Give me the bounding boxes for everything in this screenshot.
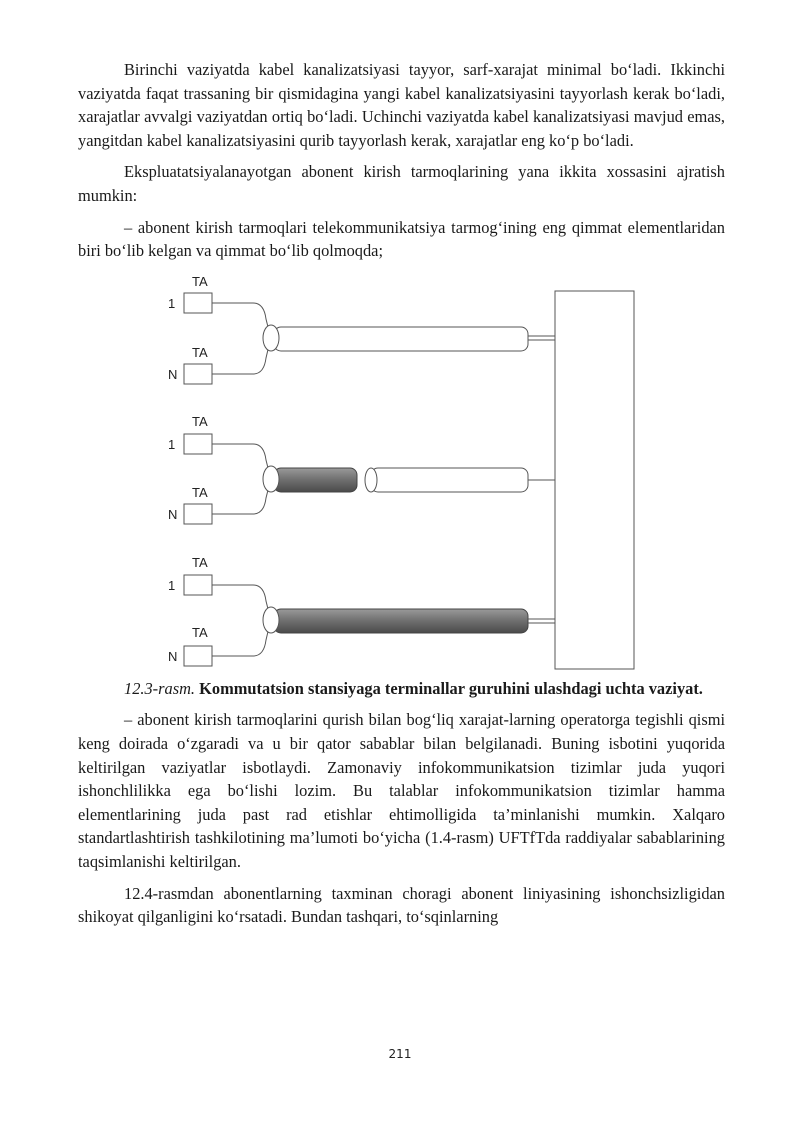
terminal-index: N [168, 648, 178, 664]
subscriber-line [212, 303, 270, 335]
paragraph-5: 12.4-rasmdan abonentlarning taxminan choragi abonent liniyasining ishonchsizligidan shikoyat qilganligini ko‘rsatadi. Bundan tashqari, to‘sqinlarning [78, 883, 725, 927]
subscriber-line [212, 341, 270, 374]
subscriber-line [212, 585, 270, 617]
existing-duct-segment [371, 468, 528, 492]
terminal-box [184, 293, 212, 313]
terminal-box [184, 646, 212, 666]
existing-duct [274, 327, 528, 351]
subscriber-line [212, 623, 270, 656]
page-number: 211 [388, 1047, 412, 1061]
figure-12-3 [78, 271, 725, 671]
subscriber-line [212, 482, 270, 514]
caption-title: Kommutatsion stansiyaga terminallar guruhini ulashdagi uchta vaziyat. [199, 678, 703, 698]
cable-entry [263, 607, 279, 633]
cable-entry [263, 325, 279, 351]
paragraph-1: Birinchi vaziyatda kabel kanalizatsiyasi tayyor, sarf-xarajat minimal bo‘ladi. Ikkinchi vaziyatda faqat trassaning bir qismidagina yangi kabel kanalizatsiyasini tayyorlash kerak bo‘ladi, xarajatlar avvalgi vaziyatdan ortiq bo‘ladi. Uchinchi vaziyatda kabel kanalizatsiyasi mavjud emas, yangitdan kabel kanalizatsiyasini qurib tayyorlash kerak, xarajatlar eng ko‘p bo‘ladi. [78, 60, 725, 150]
subscriber-line [212, 444, 270, 476]
terminal-label: TA [192, 273, 208, 289]
terminal-label: TA [192, 413, 208, 429]
terminal-index: N [168, 506, 178, 522]
terminal-index: N [168, 366, 178, 382]
terminal-label: TA [192, 344, 208, 360]
new-duct [274, 609, 528, 633]
terminal-label: TA [192, 554, 208, 570]
paragraph-4: – abonent kirish tarmoqlarini qurish bilan bog‘liq xarajat-larning operatorga tegishli qismi keng doirada o‘zgaradi va u bir qator sabablar bilan belgilanadi. Buning isbotini yuqorida keltirilgan vaziyatlar isbotlaydi. Zamonaviy infokommunikatsion tizimlar juda yuqori ishonchlilikka ega bo‘lishi lozim. Bu talablar infokommunikatsion tizimlar hamma elementlarining juda past rad etishlar ehtimolligida ta’minlanishi mumkin. Xalqaro standartlashtirish tashkilotining ma’lumoti bo‘yicha (1.4-rasm) UFTfTda raddiyalar sabablarining taqsimlanishi keltirilgan. [78, 710, 725, 871]
terminal-label: TA [192, 484, 208, 500]
connection-diagram [78, 271, 725, 671]
trunk-line [528, 336, 555, 340]
cable-entry [263, 466, 279, 492]
terminal-index: 1 [168, 436, 176, 452]
trunk-line [528, 619, 555, 623]
terminal-label: TA [192, 624, 208, 640]
paragraph-3: – abonent kirish tarmoqlari telekommunikatsiya tarmog‘ining eng qimmat elementlaridan biri bo‘lib kelgan va qimmat bo‘lib qolmoqda; [78, 217, 725, 261]
terminal-box [184, 434, 212, 454]
exchange-station [555, 291, 634, 669]
terminal-index: 1 [168, 295, 176, 311]
terminal-box [184, 504, 212, 524]
paragraph-2: Ekspluatatsiyalanayotgan abonent kirish tarmoqlarining yana ikkita xossasini ajratish mumkin: [78, 162, 725, 205]
figure-caption [78, 677, 725, 701]
scenario-3 [168, 555, 555, 666]
new-duct-segment [274, 468, 357, 492]
caption-number: 12.3-rasm. [124, 678, 196, 698]
terminal-index: 1 [168, 577, 176, 593]
terminal-box [184, 575, 212, 595]
page-content [78, 58, 725, 937]
scenario-1 [168, 274, 555, 384]
terminal-box [184, 364, 212, 384]
scenario-2 [168, 414, 555, 524]
duct-end [365, 468, 377, 492]
